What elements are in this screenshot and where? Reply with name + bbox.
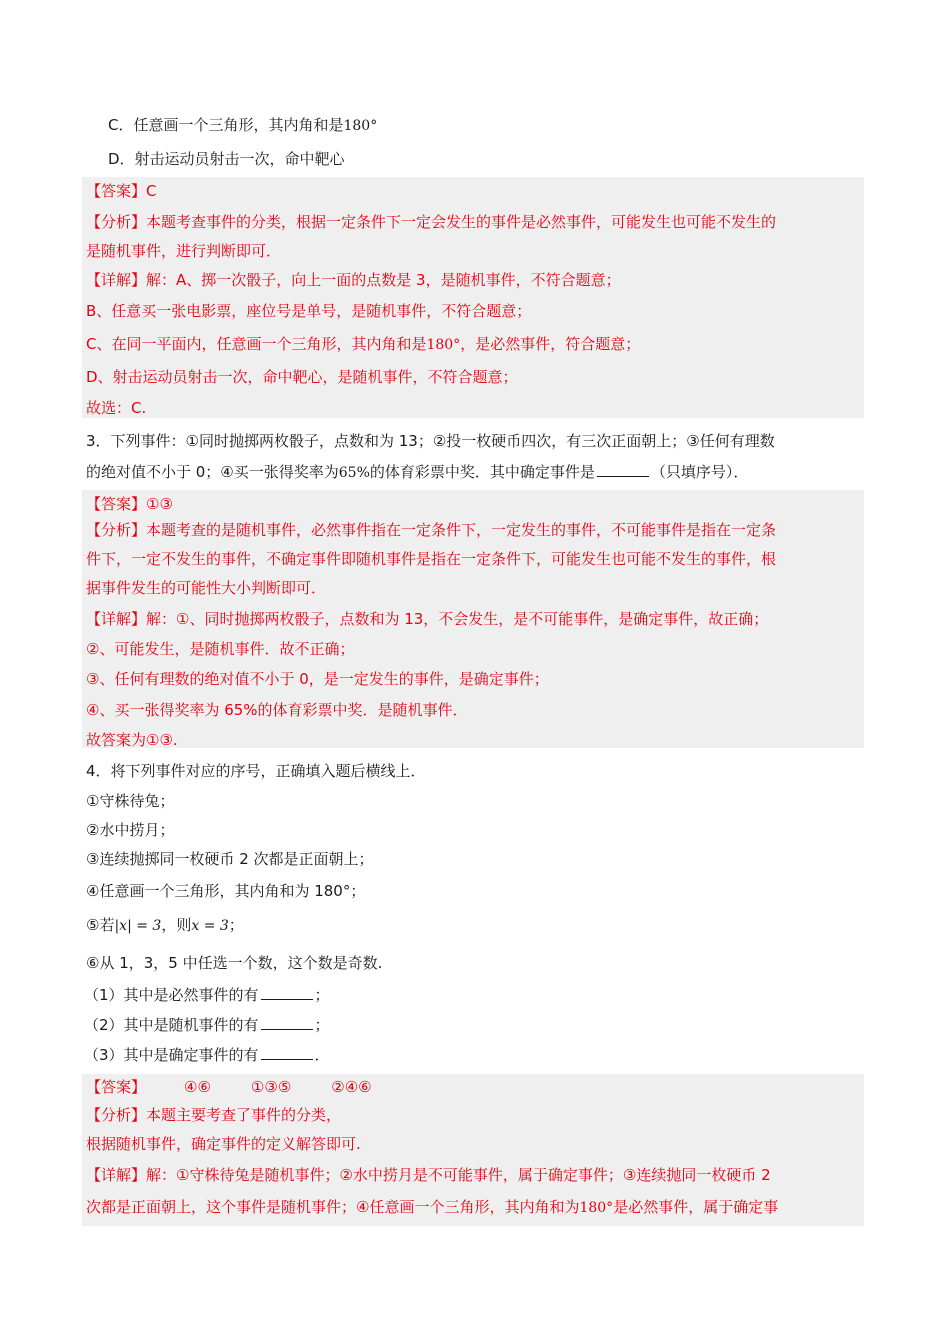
q4-sub-3: （3）其中是确定事件的有 ． [84,1046,330,1064]
q4-item-5: ⑤若|x| = 3，则x = 3； [86,916,244,934]
q4-answer-1: ④⑥ [184,1078,211,1096]
q4-answer: 【答案】 ④⑥ ①③⑤ ②④⑥ [86,1078,372,1096]
q2-detail-line-5: 故选：C. [86,399,147,417]
answer-blank [261,1015,313,1030]
answer-blank [261,985,313,1000]
q3-detail-line-3: ③、任何有理数的绝对值不小于 0，是一定发生的事件，是确定事件； [86,670,549,688]
q4-sub-1: （1）其中是必然事件的有 ； [84,986,330,1004]
math-abs-x-eq-3: |x| = 3 [114,918,162,934]
math-180-degree: 180° [343,118,378,134]
q4-item-1: ①守株待兔； [86,792,175,810]
q2-detail-line-4: D、射击运动员射击一次，命中靶心，是随机事件，不符合题意； [86,368,518,386]
q3-stem-line-2: 的绝对值不小于 0；④买一张得奖率为65%的体育彩票中奖．其中确定事件是 （只填序号）． [86,463,749,481]
q2-analysis-line-2: 是随机事件，进行判断即可． [86,242,282,260]
q4-analysis-line-1: 【分析】本题主要考查了事件的分类， [86,1106,342,1124]
q4-sub-2: （2）其中是随机事件的有 ； [84,1016,330,1034]
q3-detail-line-5: 故答案为①③. [86,731,178,749]
q4-detail-line-1: 【详解】解：①守株待兔是随机事件；②水中捞月是不可能事件，属于确定事件；③连续抛同一枚硬币 2 [86,1166,771,1184]
q4-answer-2: ①③⑤ [250,1078,292,1096]
q2-detail-line-1: 【详解】解：A、掷一次骰子，向上一面的点数是 3，是随机事件，不符合题意； [86,271,621,289]
answer-blank [597,462,649,477]
math-x-eq-3: x = 3 [191,918,229,934]
q4-analysis-line-2: 根据随机事件，确定事件的定义解答即可. [86,1135,361,1153]
q4-item-4: ④任意画一个三角形，其内角和为 180°； [86,882,366,900]
q3-detail-line-4: ④、买一张得奖率为 65%的体育彩票中奖．是随机事件． [86,701,468,719]
q4-detail-line-2: 次都是正面朝上，这个事件是随机事件；④任意画一个三角形，其内角和为180°是必然事件，属于确定事 [86,1198,779,1216]
math-180-degree: 180° [426,337,461,353]
q3-analysis-line-1: 【分析】本题考查的是随机事件，必然事件指在一定条件下，一定发生的事件，不可能事件是指在一定条 [86,521,777,539]
q3-analysis-line-3: 据事件发生的可能性大小判断即可． [86,579,327,597]
math-180-degree: 180° [579,1200,614,1216]
q2-answer: 【答案】C [86,182,157,200]
q3-detail-line-2: ②、可能发生，是随机事件．故不正确； [86,640,355,658]
q4-item-3: ③连续抛掷同一枚硬币 2 次都是正面朝上； [86,850,374,868]
q3-stem-line-1: 3．下列事件：①同时抛掷两枚骰子，点数和为 13；②投一枚硬币四次，有三次正面朝上；③任何有理数 [86,432,775,450]
q4-item-2: ②水中捞月； [86,821,175,839]
q2-detail-line-3: C、在同一平面内，任意画一个三角形，其内角和是180°，是必然事件，符合题意； [86,335,641,353]
q4-stem: 4．将下列事件对应的序号，正确填入题后横线上． [86,762,426,780]
q3-analysis-line-2: 件下，一定不发生的事件，不确定事件即随机事件是指在一定条件下，可能发生也可能不发生的事件，根 [86,550,777,568]
q4-item-6: ⑥从 1，3，5 中任选一个数，这个数是奇数. [86,954,383,972]
q4-answer-3: ②④⑥ [331,1078,372,1096]
q2-analysis-line-1: 【分析】本题考查事件的分类，根据一定条件下一定会发生的事件是必然事件，可能发生也可能不发生的 [86,213,777,231]
option-c: C．任意画一个三角形，其内角和是180° [108,116,378,134]
q2-detail-line-2: B、任意买一张电影票，座位号是单号，是随机事件，不符合题意； [86,302,532,320]
math-65-percent: 65% [338,465,370,481]
q3-answer: 【答案】①③ [86,495,173,513]
answer-blank [261,1045,313,1060]
option-d: D．射击运动员射击一次，命中靶心 [108,150,345,168]
q3-detail-line-1: 【详解】解：①、同时抛掷两枚骰子，点数和为 13，不会发生，是不可能事件，是确定事件，故正确； [86,610,769,628]
